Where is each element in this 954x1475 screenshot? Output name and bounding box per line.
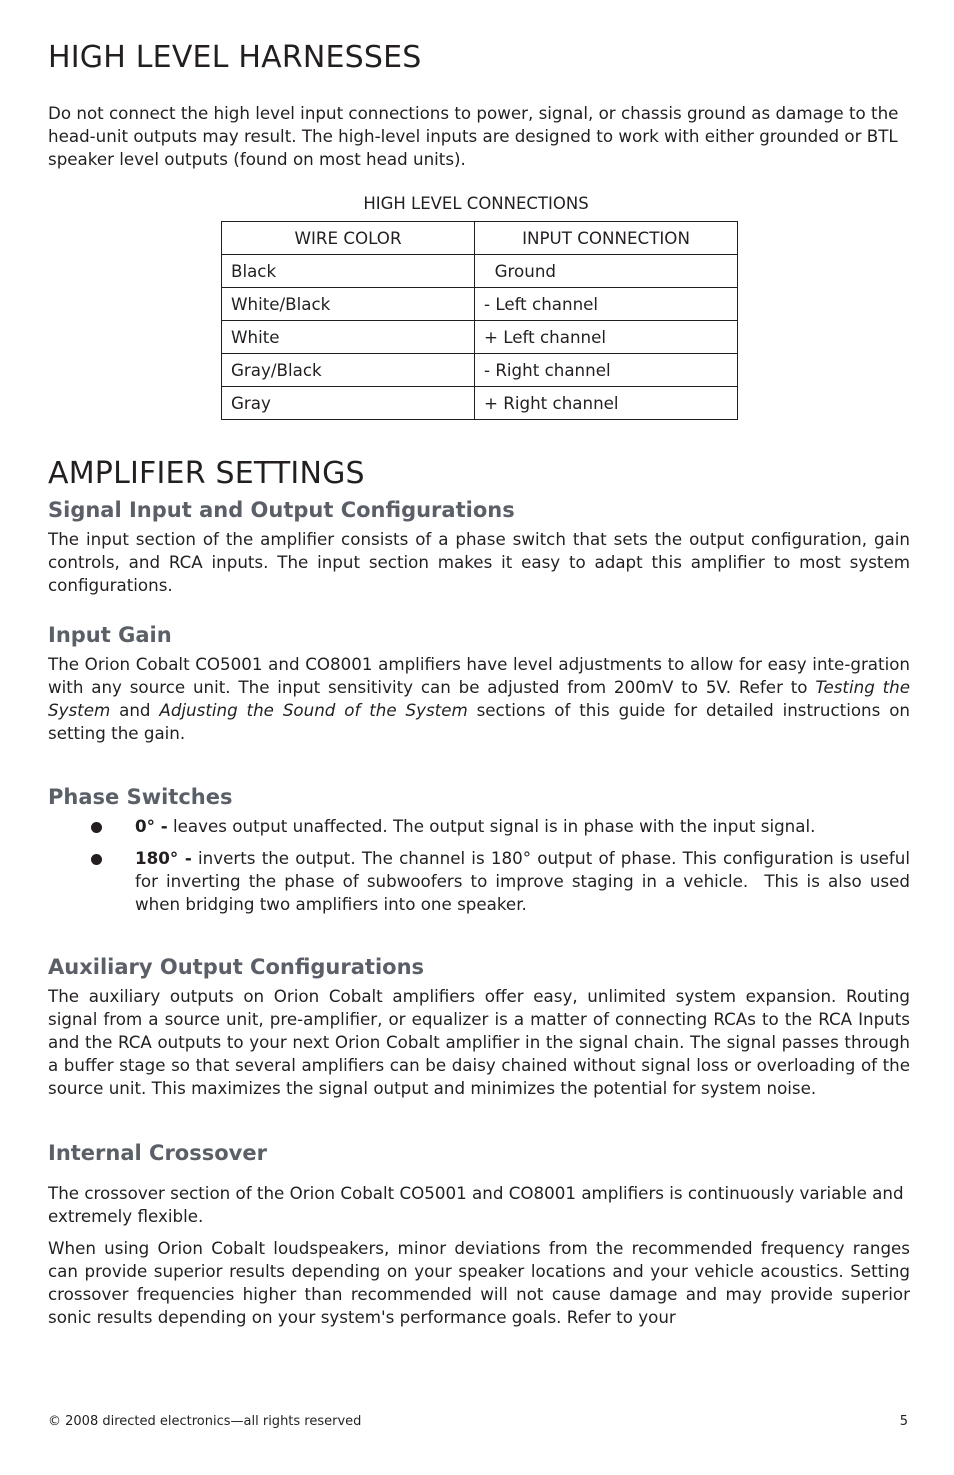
- phase-label: 180° -: [135, 848, 192, 868]
- column-header-wire-color: WIRE COLOR: [222, 222, 475, 255]
- table-row: [222, 354, 738, 387]
- bullet-icon: [91, 854, 102, 865]
- input-connection-cell: - Left channel: [475, 288, 738, 321]
- wire-color-cell: Black: [222, 255, 475, 288]
- input-connection-cell: - Right channel: [475, 354, 738, 387]
- phase-label: 0° -: [135, 816, 168, 836]
- table-row: [222, 321, 738, 354]
- phase-description: leaves output unaffected. The output signal is in phase with the input signal.: [167, 816, 816, 836]
- crossover-paragraph-1: The crossover section of the Orion Cobalt CO5001 and CO8001 amplifiers is continuously variable and extremely flexible.: [48, 1183, 904, 1226]
- subheading-phase-switches: Phase Switches: [48, 785, 233, 809]
- input-connection-cell: Ground: [475, 255, 738, 288]
- signal-io-paragraph: The input section of the amplifier consists of a phase switch that sets the output configuration, gain controls, and RCA inputs. The input section makes it easy to adapt this amplifier to most system configurations.: [48, 529, 910, 595]
- subheading-internal-crossover: Internal Crossover: [48, 1141, 267, 1165]
- crossover-paragraph-2: When using Orion Cobalt loudspeakers, minor deviations from the recommended frequency ranges can provide superior results depending on your speaker locations and your vehicle acoustics. Setting crossover frequencies higher than recommended will not cause damage and may provide superior sonic results depending on your system's performance goals. Refer to your: [48, 1238, 910, 1327]
- subheading-signal-io: Signal Input and Output Configurations: [48, 498, 515, 522]
- table-header-row: [222, 222, 738, 255]
- auxiliary-output-paragraph: The auxiliary outputs on Orion Cobalt amplifiers offer easy, unlimited system expansion. Routing signal from a source unit, pre-amplifier, or equalizer is a matter of connecting RCAs to the RCA Inputs and the RCA outputs to your next Orion Cobalt amplifier in the signal chain. The signal passes through a buffer stage so that several amplifiers can be daisy chained without signal loss or overloading of the source unit. This maximizes the signal output and minimizes the potential for system noise.: [48, 986, 910, 1098]
- gain-text-part: sections of this guide for detailed instructions on setting the gain.: [48, 700, 910, 743]
- page-number: 5: [899, 1414, 908, 1429]
- phase-description: inverts the output. The channel is 180° output of phase. This configuration is useful for inverting the phase of subwoofers to improve staging in a vehicle. This is also used when bridging two amplifiers into one speaker.: [135, 848, 911, 914]
- list-item: [48, 847, 910, 916]
- subheading-auxiliary-output: Auxiliary Output Configurations: [48, 955, 425, 979]
- input-gain-paragraph: [48, 653, 910, 745]
- reference-testing-the-system: Testing the System: [48, 677, 910, 720]
- table-row: [222, 255, 738, 288]
- subheading-input-gain: Input Gain: [48, 623, 172, 647]
- column-header-input-connection: INPUT CONNECTION: [475, 222, 738, 255]
- list-item: [48, 815, 910, 838]
- section-title-high-level-harnesses: HIGH LEVEL HARNESSES: [48, 40, 422, 75]
- gain-text-part: and: [110, 700, 160, 720]
- copyright-text: © 2008 directed electronics—all rights reserved: [48, 1414, 362, 1429]
- wire-color-cell: White: [222, 321, 475, 354]
- reference-adjusting-the-sound: Adjusting the Sound of the System: [159, 700, 468, 720]
- table-row: [222, 288, 738, 321]
- table-caption: HIGH LEVEL CONNECTIONS: [363, 194, 589, 213]
- page-footer: [48, 1413, 910, 1431]
- bullet-icon: [91, 822, 102, 833]
- section-title-amplifier-settings: AMPLIFIER SETTINGS: [48, 456, 365, 491]
- high-level-intro-paragraph: Do not connect the high level input connections to power, signal, or chassis ground as damage to the head-unit outputs may result. The high-level inputs are designed to work with either grounded or BTL speaker level outputs (found on most head units).: [48, 103, 899, 169]
- high-level-connections-table: [221, 221, 738, 420]
- phase-switch-list: [48, 815, 910, 916]
- gain-text-part: The Orion Cobalt CO5001 and CO8001 amplifiers have level adjustments to allow for easy inte-gration with any source unit. The input sensitivity can be adjusted from 200mV to 5V. Refer to: [48, 654, 910, 697]
- wire-color-cell: Gray/Black: [222, 354, 475, 387]
- page-content: [48, 40, 910, 1329]
- input-connection-cell: + Left channel: [475, 321, 738, 354]
- input-connection-cell: + Right channel: [475, 387, 738, 420]
- wire-color-cell: White/Black: [222, 288, 475, 321]
- table-row: [222, 387, 738, 420]
- wire-color-cell: Gray: [222, 387, 475, 420]
